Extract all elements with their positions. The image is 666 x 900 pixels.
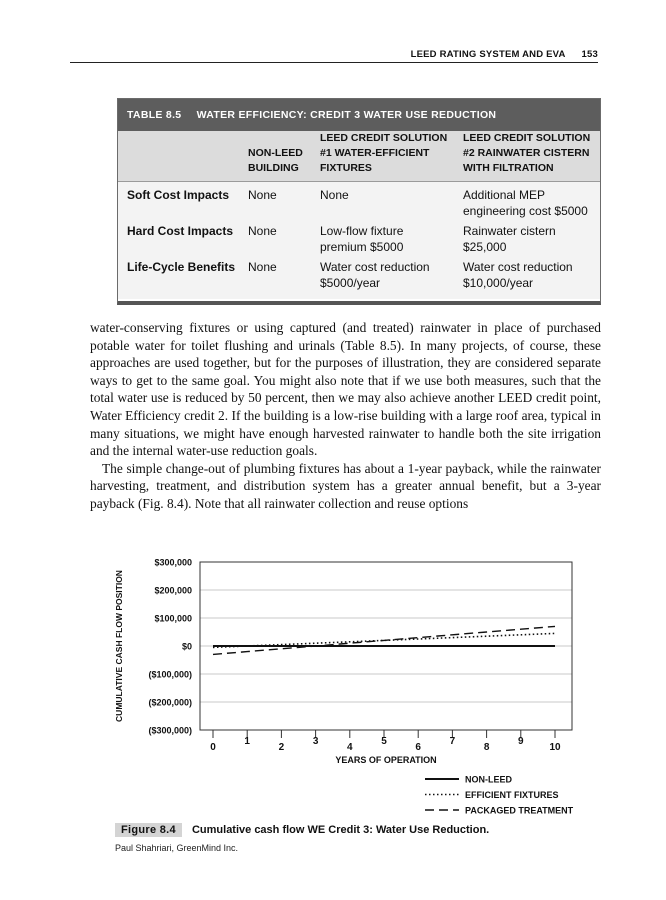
y-tick-label: $300,000	[154, 557, 192, 568]
legend-label: PACKAGED TREATMENT	[465, 805, 574, 816]
y-tick-label: $0	[181, 641, 192, 652]
x-tick-label: 9	[518, 736, 524, 747]
table-cell: None	[320, 188, 349, 202]
table-cell: Rainwater cistern $25,000	[463, 224, 556, 254]
table-title: WATER EFFICIENCY: CREDIT 3 WATER USE REDUCTION	[196, 109, 497, 121]
table-cell: None	[248, 188, 277, 202]
table-cell: Water cost reduction $5000/year	[320, 260, 430, 290]
y-tick-label: ($100,000)	[148, 669, 192, 680]
x-tick-label: 0	[210, 742, 216, 753]
column-header-solution-2: LEED CREDIT SOLUTION #2 RAINWATER CISTERN WITH FILTRATION	[463, 132, 591, 174]
table-cell: Low-flow fixture premium $5000	[320, 224, 404, 254]
x-axis-title: YEARS OF OPERATION	[335, 755, 437, 765]
row-label: Life-Cycle Benefits	[127, 260, 236, 274]
figure-credit: Paul Shahriari, GreenMind Inc.	[115, 843, 239, 853]
y-tick-label: ($200,000)	[148, 697, 192, 708]
x-tick-label: 7	[449, 736, 456, 747]
table-number: TABLE 8.5	[127, 109, 182, 121]
x-tick-label: 3	[312, 736, 319, 747]
running-title: LEED RATING SYSTEM AND EVA	[410, 49, 566, 60]
x-tick-label: 1	[244, 736, 250, 747]
figure-caption	[115, 823, 489, 837]
x-tick-label: 4	[347, 742, 353, 753]
paragraph: water-conserving fixtures or using captured (and treated) rainwater in place of purchased potable water for toilet flushing and urinals (Table 8.5). In many projects, of course, these approaches are used together, but for the purposes of illustration, they are considered separate ways to get to the same goal. You might also note that if we use both measures, such that the total water use is reduced by 50 percent, then we may also achieve another LEED credit point, Water Efficiency credit 2. If the building is a low-rise building with a large roof area, typical in many situations, we might have enough harvested rainwater to handle both the site irrigation and the internal water-use reduction goals.	[90, 320, 601, 459]
paragraph: The simple change-out of plumbing fixtures has about a 1-year payback, while the rainwater harvesting, treatment, and distribution system has a greater annual benefit, but a 3-year payback (Fig. 8.4). Note that all rainwater collection and reuse options	[90, 460, 601, 511]
x-tick-label: 10	[549, 742, 561, 753]
column-header-non-leed: NON-LEED BUILDING	[248, 147, 303, 174]
table-cell: None	[248, 260, 277, 274]
row-label: Soft Cost Impacts	[127, 188, 230, 202]
figure-label: Figure 8.4	[115, 823, 182, 837]
y-tick-label: $100,000	[154, 613, 192, 624]
table-header-row	[118, 131, 600, 182]
row-label: Hard Cost Impacts	[127, 224, 234, 238]
y-tick-label: ($300,000)	[148, 725, 192, 736]
running-head	[70, 44, 598, 63]
cash-flow-chart	[110, 545, 590, 825]
x-tick-label: 5	[381, 736, 387, 747]
x-tick-label: 6	[415, 742, 421, 753]
page-number: 153	[581, 49, 598, 60]
table-8-5	[117, 98, 601, 305]
x-tick-label: 8	[483, 742, 490, 753]
table-cell: Water cost reduction $10,000/year	[463, 260, 573, 290]
legend-label: NON-LEED	[465, 774, 512, 785]
y-axis-title: CUMULATIVE CASH FLOW POSITION	[114, 570, 124, 722]
body-text	[90, 319, 601, 513]
table-caption	[118, 99, 600, 131]
x-tick-label: 2	[278, 742, 285, 753]
chart-svg	[110, 545, 590, 820]
column-header-solution-1: LEED CREDIT SOLUTION #1 WATER-EFFICIENT FIXTURES	[320, 132, 448, 174]
table-body	[118, 182, 600, 299]
figure-caption-text: Cumulative cash flow WE Credit 3: Water Use Reduction.	[191, 824, 490, 836]
table-cell: Additional MEP engineering cost $5000	[463, 188, 588, 218]
legend-label: EFFICIENT FIXTURES	[465, 790, 559, 800]
series-line-packaged-treatment	[213, 626, 555, 654]
y-tick-label: $200,000	[154, 585, 192, 596]
table-cell: None	[248, 224, 277, 238]
